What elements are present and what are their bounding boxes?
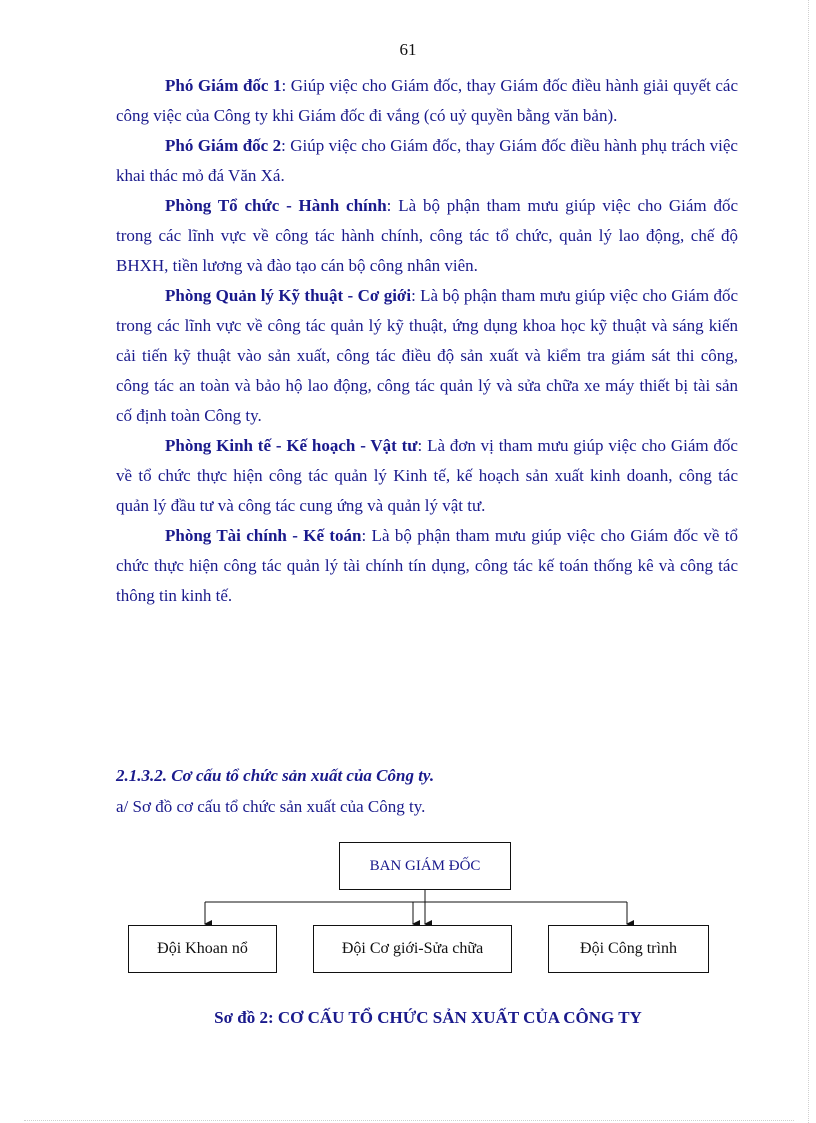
paragraph-lead: Phòng Tài chính - Kế toán: [165, 526, 362, 545]
paragraph-lead: Phòng Quản lý Kỹ thuật - Cơ giới: [165, 286, 412, 305]
org-node-doi-khoan-no: Đội Khoan nổ: [128, 925, 277, 973]
paragraph-text: : Là bộ phận tham mưu giúp việc cho Giám đốc trong các lĩnh vực về công tác quản lý kỹ thuật, ứng dụng khoa học kỹ thuật và sáng kiến cải tiến kỹ thuật vào sản xuất, công tác điều độ sản xuất và kiểm tra giám sát thi công, công tác an toàn và bảo hộ lao động, công tác quản lý và sửa chữa xe máy thiết bị tài sản cố định toàn Công ty.: [116, 286, 738, 425]
paragraph-text: : Là bộ phận tham mưu giúp việc cho Giám đốc trong các lĩnh vực về công tác hành chính, công tác tổ chức, quản lý lao động, chế độ BHXH, tiền lương và đào tạo cán bộ công nhân viên.: [116, 196, 738, 275]
page-number: 61: [399, 40, 417, 59]
paragraph-lead: Phó Giám đốc 1: [165, 76, 282, 95]
paragraph-text: : Giúp việc cho Giám đốc, thay Giám đốc điều hành giải quyết các công việc của Công ty khi Giám đốc đi vắng (có uỷ quyền bằng văn bản).: [116, 76, 738, 125]
diagram-caption: Sơ đồ 2: CƠ CẤU TỔ CHỨC SẢN XUẤT CỦA CÔNG TY: [214, 1008, 642, 1027]
org-node-doi-co-gioi-sua-chua: Đội Cơ giới-Sửa chữa: [313, 925, 512, 973]
page-side-rule: [808, 0, 809, 1123]
paragraph-lead: Phòng Tổ chức - Hành chính: [165, 196, 387, 215]
org-node-doi-cong-trinh: Đội Công trình: [548, 925, 709, 973]
paragraph-text: : Là đơn vị tham mưu giúp việc cho Giám đốc về tổ chức thực hiện công tác quản lý Kinh tế, kế hoạch sản xuất kinh doanh, công tác quản lý đầu tư và công tác cung ứng và quản lý vật tư.: [116, 436, 738, 515]
paragraph-text: : Là bộ phận tham mưu giúp việc cho Giám đốc về tổ chức thực hiện công tác quản lý tài chính tín dụng, công tác kế toán thống kê và công tác thông tin kinh tế.: [116, 526, 738, 605]
paragraph-text: : Giúp việc cho Giám đốc, thay Giám đốc điều hành phụ trách việc khai thác mỏ đá Văn Xá.: [116, 136, 738, 185]
paragraph-lead: Phó Giám đốc 2: [165, 136, 282, 155]
paragraph-lead: Phòng Kinh tế - Kế hoạch - Vật tư: [165, 436, 418, 455]
page-bottom-rule: [24, 1120, 794, 1121]
section-heading: 2.1.3.2. Cơ cấu tổ chức sản xuất của Công ty.: [116, 766, 435, 785]
org-node-ban-giam-doc: BAN GIÁM ĐỐC: [339, 842, 511, 890]
sub-heading: a/ Sơ đồ cơ cấu tổ chức sản xuất của Công ty.: [116, 797, 426, 816]
